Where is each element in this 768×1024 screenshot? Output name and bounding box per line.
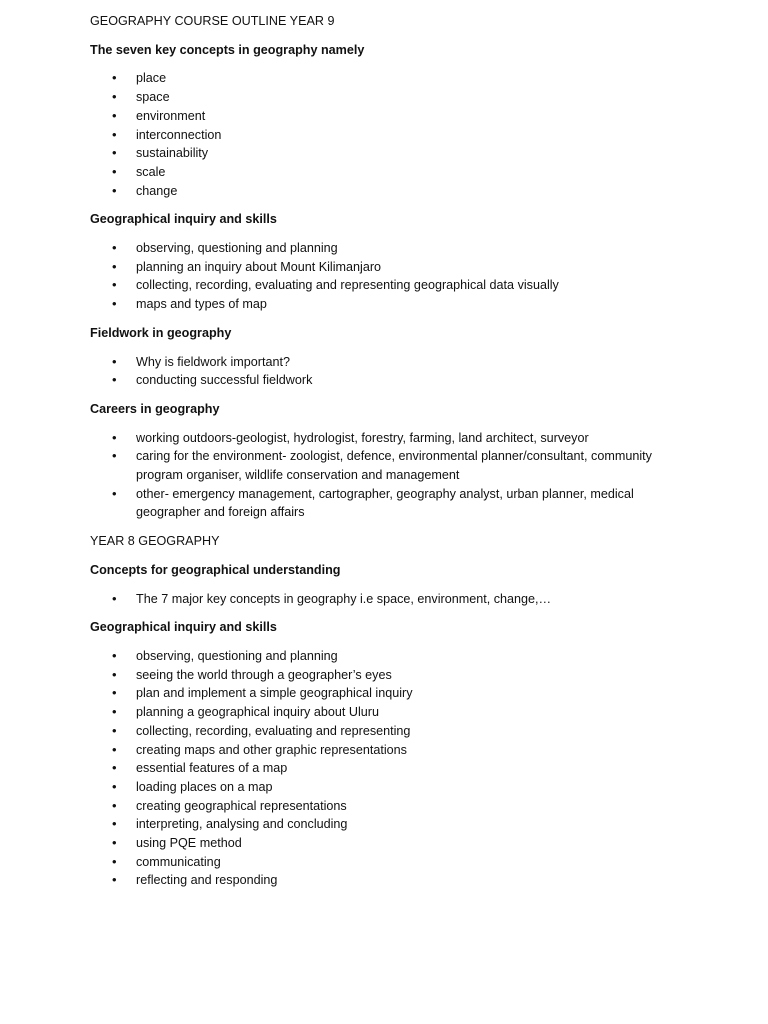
list-item: • collecting, recording, evaluating and representing xyxy=(90,722,690,741)
list-item: • collecting, recording, evaluating and representing geographical data visually xyxy=(90,276,690,295)
list-item: • creating geographical representations xyxy=(90,797,690,816)
list-item: • space xyxy=(90,88,690,107)
list-item: • communicating xyxy=(90,853,690,872)
section-heading-inquiry-skills-year9: Geographical inquiry and skills xyxy=(90,212,277,227)
list-item: • working outdoors-geologist, hydrologist, forestry, farming, land architect, surveyor xyxy=(90,429,690,448)
list-item: • seeing the world through a geographer’s eyes xyxy=(90,666,690,685)
section-heading-fieldwork: Fieldwork in geography xyxy=(90,325,232,340)
list-item: • reflecting and responding xyxy=(90,871,690,890)
list-item: • caring for the environment- zoologist, defence, environmental planner/consultant, community program organiser, wildlife conservation and management xyxy=(90,447,690,484)
list-item: • creating maps and other graphic representations xyxy=(90,741,690,760)
list-item: • using PQE method xyxy=(90,834,690,853)
list-item: • essential features of a map xyxy=(90,759,690,778)
document-title: GEOGRAPHY COURSE OUTLINE YEAR 9 xyxy=(90,14,335,28)
year8-title: YEAR 8 GEOGRAPHY xyxy=(90,534,220,549)
list-item: • loading places on a map xyxy=(90,778,690,797)
list-item: • observing, questioning and planning xyxy=(90,239,690,258)
inquiry-skills-list-year8 xyxy=(90,647,690,890)
key-concepts-list xyxy=(90,69,690,200)
concepts-understanding-list xyxy=(90,590,690,609)
list-item: • plan and implement a simple geographical inquiry xyxy=(90,684,690,703)
section-heading-key-concepts: The seven key concepts in geography namely xyxy=(90,42,365,57)
section-heading-inquiry-skills-year8: Geographical inquiry and skills xyxy=(90,620,277,635)
section-heading-careers: Careers in geography xyxy=(90,401,220,416)
list-item: • sustainability xyxy=(90,144,690,163)
list-item: • other- emergency management, cartographer, geography analyst, urban planner, medical geographer and foreign affairs xyxy=(90,485,690,522)
list-item: • planning an inquiry about Mount Kilimanjaro xyxy=(90,258,690,277)
list-item: • scale xyxy=(90,163,690,182)
careers-list xyxy=(90,429,690,523)
list-item: • place xyxy=(90,69,690,88)
document-body xyxy=(90,12,690,900)
section-heading-concepts-understanding: Concepts for geographical understanding xyxy=(90,562,341,577)
list-item: • interpreting, analysing and concluding xyxy=(90,815,690,834)
list-item: • change xyxy=(90,182,690,201)
list-item: • environment xyxy=(90,107,690,126)
fieldwork-list xyxy=(90,353,690,390)
list-item: • interconnection xyxy=(90,126,690,145)
list-item: • Why is fieldwork important? xyxy=(90,353,690,372)
list-item: • The 7 major key concepts in geography i.e space, environment, change,… xyxy=(90,590,690,609)
list-item: • conducting successful fieldwork xyxy=(90,371,690,390)
list-item: • maps and types of map xyxy=(90,295,690,314)
list-item: • planning a geographical inquiry about Uluru xyxy=(90,703,690,722)
list-item: • observing, questioning and planning xyxy=(90,647,690,666)
inquiry-skills-list-year9 xyxy=(90,239,690,314)
